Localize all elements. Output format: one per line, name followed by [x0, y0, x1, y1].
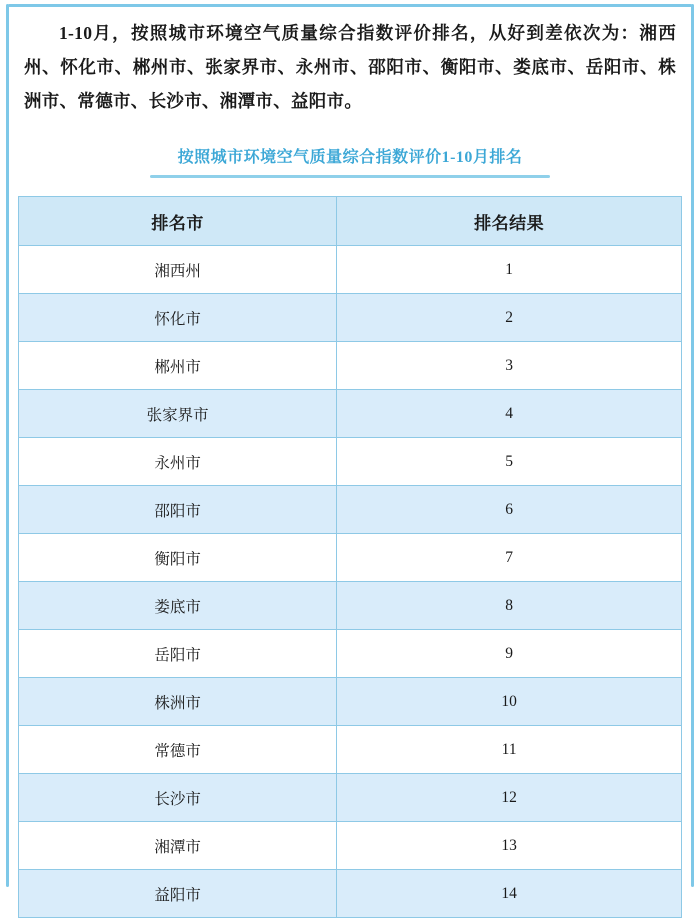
cell-rank: 13: [337, 822, 682, 870]
column-header-city: 排名市: [19, 197, 337, 246]
cell-city: 怀化市: [19, 294, 337, 342]
cell-rank: 10: [337, 678, 682, 726]
cell-city: 张家界市: [19, 390, 337, 438]
table-row: [19, 678, 682, 726]
section-subtitle-wrapper: [18, 144, 682, 178]
table-row: [19, 774, 682, 822]
cell-city: 衡阳市: [19, 534, 337, 582]
cell-rank: 4: [337, 390, 682, 438]
cell-rank: 1: [337, 246, 682, 294]
document-content: [18, 16, 682, 918]
table-row: [19, 822, 682, 870]
table-row: [19, 630, 682, 678]
table-header: [19, 197, 682, 246]
cell-city: 湘潭市: [19, 822, 337, 870]
frame-top-border: [8, 4, 692, 7]
frame-right-border: [691, 4, 694, 887]
cell-rank: 5: [337, 438, 682, 486]
table-row: [19, 726, 682, 774]
frame-left-border: [6, 4, 9, 887]
cell-rank: 2: [337, 294, 682, 342]
table-row: [19, 294, 682, 342]
cell-city: 常德市: [19, 726, 337, 774]
table-row: [19, 582, 682, 630]
cell-city: 邵阳市: [19, 486, 337, 534]
cell-city: 岳阳市: [19, 630, 337, 678]
cell-rank: 11: [337, 726, 682, 774]
cell-city: 株洲市: [19, 678, 337, 726]
cell-rank: 14: [337, 870, 682, 918]
cell-rank: 12: [337, 774, 682, 822]
table-body: [19, 246, 682, 918]
section-subtitle: 按照城市环境空气质量综合指数评价1-10月排名: [177, 149, 523, 167]
table-row: [19, 870, 682, 918]
cell-rank: 6: [337, 486, 682, 534]
cell-rank: 7: [337, 534, 682, 582]
table-row: [19, 486, 682, 534]
cell-city: 郴州市: [19, 342, 337, 390]
table-row: [19, 342, 682, 390]
table-row: [19, 534, 682, 582]
table-row: [19, 246, 682, 294]
cell-rank: 9: [337, 630, 682, 678]
cell-city: 湘西州: [19, 246, 337, 294]
cell-rank: 3: [337, 342, 682, 390]
table-header-row: [19, 197, 682, 246]
ranking-table: [18, 196, 682, 918]
cell-city: 益阳市: [19, 870, 337, 918]
cell-city: 娄底市: [19, 582, 337, 630]
intro-paragraph: 1-10月，按照城市环境空气质量综合指数评价排名，从好到差依次为：湘西州、怀化市、郴州市、张家界市、永州市、邵阳市、衡阳市、娄底市、岳阳市、株洲市、常德市、长沙市、湘潭市、益阳市。: [24, 23, 676, 112]
table-row: [19, 438, 682, 486]
cell-city: 长沙市: [19, 774, 337, 822]
column-header-rank: 排名结果: [337, 197, 682, 246]
table-row: [19, 390, 682, 438]
subtitle-underline: [150, 175, 550, 178]
cell-rank: 8: [337, 582, 682, 630]
cell-city: 永州市: [19, 438, 337, 486]
